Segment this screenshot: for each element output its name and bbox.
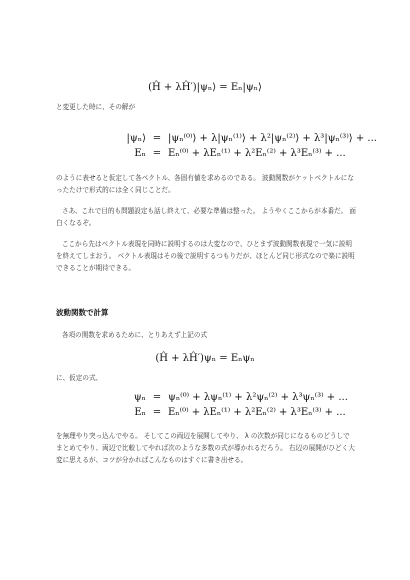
text-intro: と変更した時に、その解が: [56, 103, 136, 111]
equation-energy-expansion-row: [108, 148, 346, 159]
eq4-rhs-1: ψₙ⁽⁰⁾ + λψₙ⁽¹⁾ + λ²ψₙ⁽²⁾ + λ³ψₙ⁽³⁾ + ...: [168, 392, 348, 403]
eq2-rhs-1: |ψₙ⁽⁰⁾⟩ + λ|ψₙ⁽¹⁾⟩ + λ²|ψₙ⁽²⁾⟩ + λ³|ψₙ⁽³⁾⟩ + ...: [168, 133, 377, 144]
eq4-equals-2: =: [152, 407, 162, 418]
eq2-lhs-2: Eₙ: [134, 148, 146, 159]
eq4-lhs-2: Eₙ: [134, 407, 146, 418]
equation-psi-expansion-row: [108, 392, 348, 403]
eq2-equals-1: =: [152, 133, 162, 144]
eq2-lhs-1: |ψₙ⟩: [126, 133, 146, 144]
paragraph-preparation: さあ、これで目的も問題設定も話し終えて、必要な準備は整った。 ようやくここからが本番だ。 面白くなるぞ。: [56, 207, 356, 227]
eq2-rhs-2: Eₙ⁽⁰⁾ + λEₙ⁽¹⁾ + λ²Eₙ⁽²⁾ + λ³Eₙ⁽³⁾ + ...: [168, 148, 346, 159]
text-assumed-form: に、仮定の式、: [56, 374, 103, 382]
paragraph-method: 各項の関数を求めるために、とりあえず上記の式: [62, 331, 208, 339]
section-heading: 波動関数で計算: [56, 308, 109, 317]
eq2-equals-2: =: [152, 148, 162, 159]
equation-energy-expansion-row-2: [108, 407, 346, 418]
eq4-lhs-1: ψₙ: [133, 392, 146, 403]
eq4-equals-1: =: [152, 392, 162, 403]
paragraph-expansion: を無理やり突っ込んでやる。 そしてこの両辺を展開してやり、 λ の次数が同じになるものどうしでまとめてやり、両辺で比較してやれば次のような多数の式が導かれるだろう。 右辺の展開がひどく大変に思えるが、コツが分かればこんなものはすぐに書き出せる。: [56, 432, 355, 464]
equation-schrodinger-perturbed: (Ĥ + λĤ′)|ψₙ⟩ = Eₙ|ψₙ⟩: [148, 82, 262, 93]
paragraph-plan: ここから先はベクトル表現を同時に説明するのは大変なので、ひとまず波動関数表現で一気に説明を終えてしまおう。 ベクトル表現はその後で説明するつもりだが、ほとんど同じ形式なので楽に説明できることが期待できる。: [56, 240, 355, 272]
eq4-rhs-2: Eₙ⁽⁰⁾ + λEₙ⁽¹⁾ + λ²Eₙ⁽²⁾ + λ³Eₙ⁽³⁾ + ...: [168, 407, 346, 418]
equation-ket-expansion-row: [108, 133, 377, 144]
paragraph-assumption: のように表せると仮定して各ベクトル、各固有値を求めるのである。 波動関数がケットベクトルになったたけで形式的には全く同じことだ。: [56, 174, 354, 194]
equation-wavefunction-form: (Ĥ + λĤ′)ψₙ = Eₙψₙ: [155, 353, 255, 364]
